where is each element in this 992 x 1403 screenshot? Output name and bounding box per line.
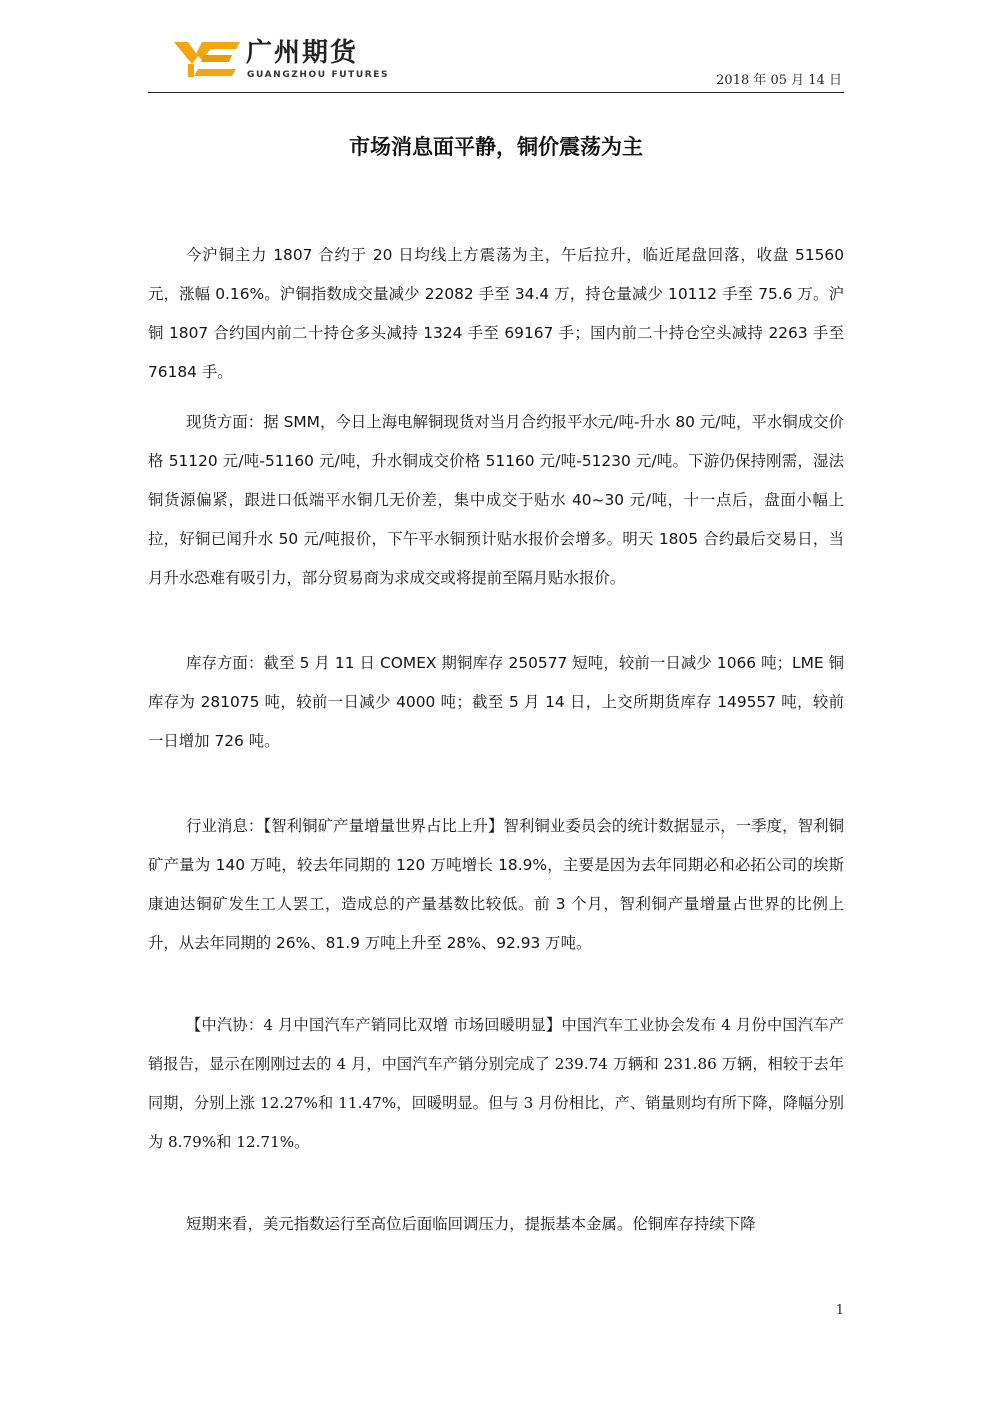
report-date: 2018 年 05 月 14 日	[716, 73, 842, 88]
paragraph-short-term-outlook: 短期来看，美元指数运行至高位后面临回调压力，提振基本金属。伦铜库存持续下降	[186, 1215, 756, 1233]
paragraph-auto-industry-news: 【中汽协：4 月中国汽车产销同比双增 市场回暖明显】中国汽车工业协会发布 4 月份中国汽车产销报告，显示在刚刚过去的 4 月，中国汽车产销分别完成了 239.74 万辆和 231.86 万辆，相较于去年同期，分别上涨 12.27%和 11.47%，回暖明显。但与 3 月份相比，产、销量则均有所下降，降幅分别为 8.79%和 12.71%。	[148, 1016, 844, 1151]
paragraph-spot-market: 现货方面：据 SMM，今日上海电解铜现货对当月合约报平水元/吨-升水 80 元/吨，平水铜成交价格 51120 元/吨-51160 元/吨，升水铜成交价格 51160 元/吨-51230 元/吨。下游仍保持刚需，湿法铜货源偏紧，跟进口低端平水铜几无价差，集中成交于贴水 40~30 元/吨，十一点后，盘面小幅上拉，好铜已闻升水 50 元/吨报价，下午平水铜预计贴水报价会增多。明天 1805 合约最后交易日，当月升水恐难有吸引力，部分贸易商为求成交或将提前至隔月贴水报价。	[148, 413, 844, 587]
report-body	[148, 236, 844, 1244]
header-divider	[148, 92, 844, 93]
paragraph-market-summary: 今沪铜主力 1807 合约于 20 日均线上方震荡为主，午后拉升，临近尾盘回落，收盘 51560 元，涨幅 0.16%。沪铜指数成交量减少 22082 手至 34.4 万，持仓量减少 10112 手至 75.6 万。沪铜 1807 合约国内前二十持仓多头减持 1324 手至 69167 手；国内前二十持仓空头减持 2263 手至 76184 手。	[148, 246, 844, 381]
paragraph-industry-news: 行业消息：【智利铜矿产量增量世界占比上升】智利铜业委员会的统计数据显示，一季度，智利铜矿产量为 140 万吨，较去年同期的 120 万吨增长 18.9%，主要是因为去年同期必和必拓公司的埃斯康迪达铜矿发生工人罢工，造成总的产量基数比较低。前 3 个月，智利铜产量增量占世界的比例上升，从去年同期的 26%、81.9 万吨上升至 28%、92.93 万吨。	[148, 817, 844, 952]
page-number: 1	[835, 1303, 844, 1318]
report-title: 市场消息面平静，铜价震荡为主	[349, 135, 643, 159]
logo-english-name: GUANGZHOU FUTURES	[247, 70, 390, 80]
page-header	[148, 36, 844, 94]
guangzhou-futures-logo-icon	[174, 40, 240, 78]
paragraph-inventory: 库存方面：截至 5 月 11 日 COMEX 期铜库存 250577 短吨，较前一日减少 1066 吨；LME 铜库存为 281075 吨，较前一日减少 4000 吨；截至 5 月 14 日，上交所期货库存 149557 吨，较前一日增加 726 吨。	[148, 654, 844, 750]
logo-chinese-name: 广州期货	[246, 38, 359, 68]
